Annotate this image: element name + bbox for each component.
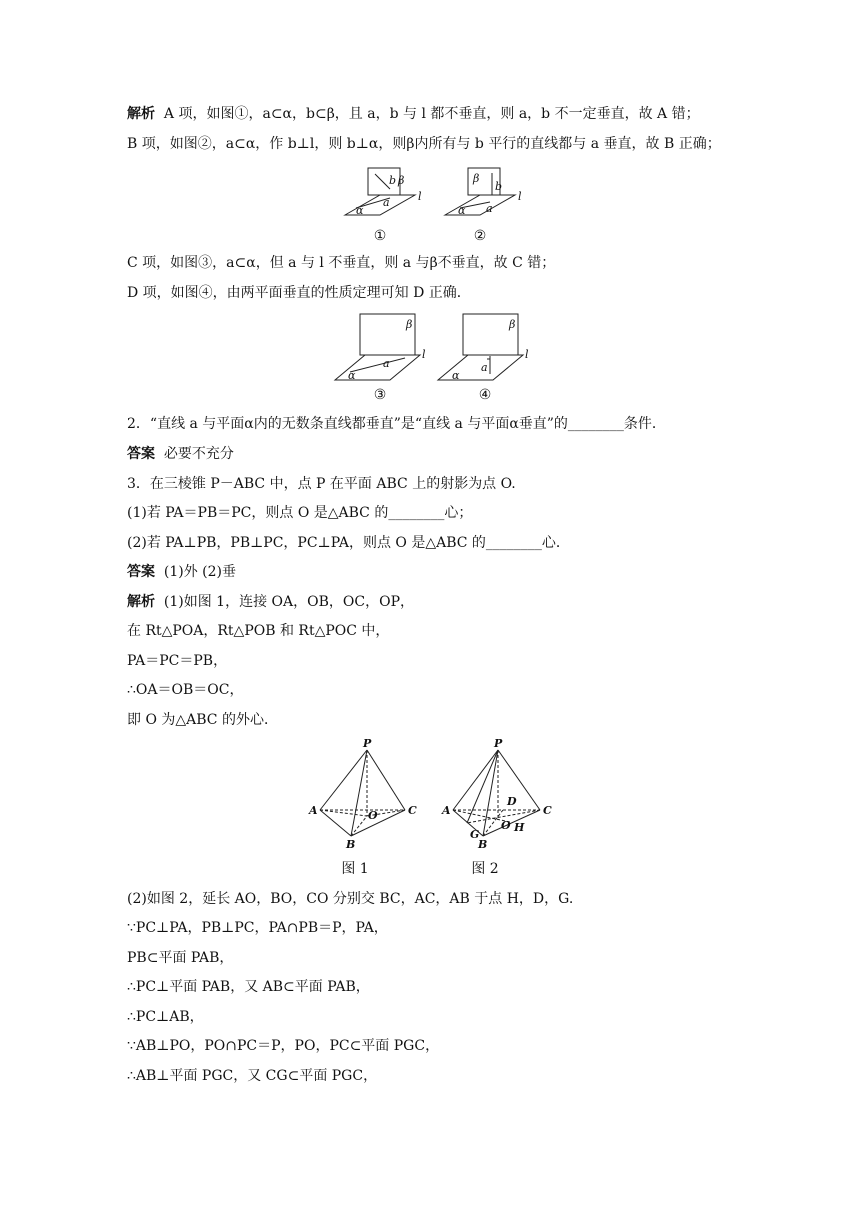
caption-3: ③ [373,387,387,402]
fig-t2-label-g: G [470,828,480,841]
analysis-line-1: 解析 A 项，如图①，a⊂α，b⊂β，且 a，b 与 l 都不垂直，则 a，b 不一定垂直，故 A 错； [127,106,700,122]
question-3-part-1: (1)若 PA＝PB＝PC，则点 O 是△ABC 的________心； [127,505,473,521]
caption-4: ④ [478,387,492,402]
answer-2: 答案 必要不充分 [127,446,234,462]
fig4-label-l: l [525,348,529,361]
caption-1: ① [373,228,387,242]
fig4-label-alpha: α [452,369,460,382]
fig3-label-beta: β [406,318,413,331]
fig2-label-beta: β [473,172,480,185]
fig-t2-label-h: H [514,821,525,834]
fig1-label-alpha: α [356,204,364,217]
solution-line-9: ∴PC⊥平面 PAB，又 AB⊂平面 PAB， [127,979,370,995]
fig3-label-a: a [383,357,390,370]
question-2: 2．“直线 a 与平面α内的无数条直线都垂直”是“直线 a 与平面α垂直”的________条件． [127,416,666,432]
fig-t2-label-o: O [501,819,511,832]
fig-t2-label-a: A [442,804,451,817]
fig-t1-label-b: B [346,838,356,851]
solution-line-6: (2)如图 2，延长 AO，BO，CO 分别交 BC，AC，AB 于点 H，D，G. [127,891,574,907]
figure-3-4 [330,310,550,402]
solution-line-1: 解析 (1)如图 1，连接 OA，OB，OC，OP， [127,594,414,610]
solution-line-7: ∵PC⊥PA，PB⊥PC，PA∩PB＝P，PA， [127,920,388,936]
fig1-label-beta: β [398,174,405,187]
fig2-label-l: l [518,190,522,203]
fig1-label-l: l [418,190,422,203]
fig-t1-label-p: P [363,738,372,750]
solution-line-2: 在 Rt△POA，Rt△POB 和 Rt△POC 中， [127,623,390,639]
answer-3: 答案 (1)外 (2)垂 [127,564,237,580]
caption-2: ② [473,228,487,242]
solution-line-10: ∴PC⊥AB， [127,1009,204,1025]
fig-t2-label-b: B [478,838,488,851]
caption-figure-2: 图 2 [471,861,499,877]
analysis-line-4: D 项，如图④，由两平面垂直的性质定理可知 D 正确． [127,285,471,301]
question-3-part-2: (2)若 PA⊥PB，PB⊥PC，PC⊥PA，则点 O 是△ABC 的________心． [127,535,570,551]
fig3-label-alpha: α [348,369,356,382]
fig2-label-a: a [486,202,493,215]
solution-line-8: PB⊂平面 PAB， [127,950,234,966]
fig1-label-b: b [389,174,397,187]
fig-t2-label-c: C [543,804,552,817]
solution-line-3: PA＝PC＝PB， [127,653,228,669]
fig4-label-beta: β [509,318,516,331]
fig-t2-label-p: P [494,738,503,750]
caption-figure-1: 图 1 [341,861,369,877]
analysis-line-3: C 项，如图③，a⊂α，但 a 与 l 不垂直，则 a 与β不垂直，故 C 错； [127,255,556,271]
solution-line-4: ∴OA＝OB＝OC， [127,682,244,698]
solution-line-11: ∵AB⊥PO，PO∩PC＝P，PO，PC⊂平面 PGC， [127,1038,440,1054]
answer-label: 答案 [127,564,155,580]
pyramid-figures [305,738,565,880]
fig2-label-alpha: α [458,204,466,217]
solution-line-5: 即 O 为△ABC 的外心． [127,712,278,728]
fig-t1-label-a: A [309,804,318,817]
fig3-label-l: l [422,348,426,361]
fig2-label-b: b [495,180,503,193]
fig4-label-a: a [481,361,488,374]
fig1-label-a: a [383,196,390,209]
fig-t2-label-d: D [507,795,517,808]
figure-1-2 [340,160,540,242]
solution-line-12: ∴AB⊥平面 PGC，又 CG⊂平面 PGC， [127,1068,378,1084]
analysis-label: 解析 [127,106,155,122]
fig-t1-label-o: O [368,809,378,822]
fig-t1-label-c: C [408,804,417,817]
question-3: 3．在三棱锥 P－ABC 中，点 P 在平面 ABC 上的射影为点 O. [127,476,516,492]
analysis-line-2: B 项，如图②，a⊂α，作 b⊥l，则 b⊥α，则β内所有与 b 平行的直线都与 a 垂直，故 B 正确； [127,136,721,152]
answer-label: 答案 [127,446,155,462]
analysis-label: 解析 [127,594,155,610]
